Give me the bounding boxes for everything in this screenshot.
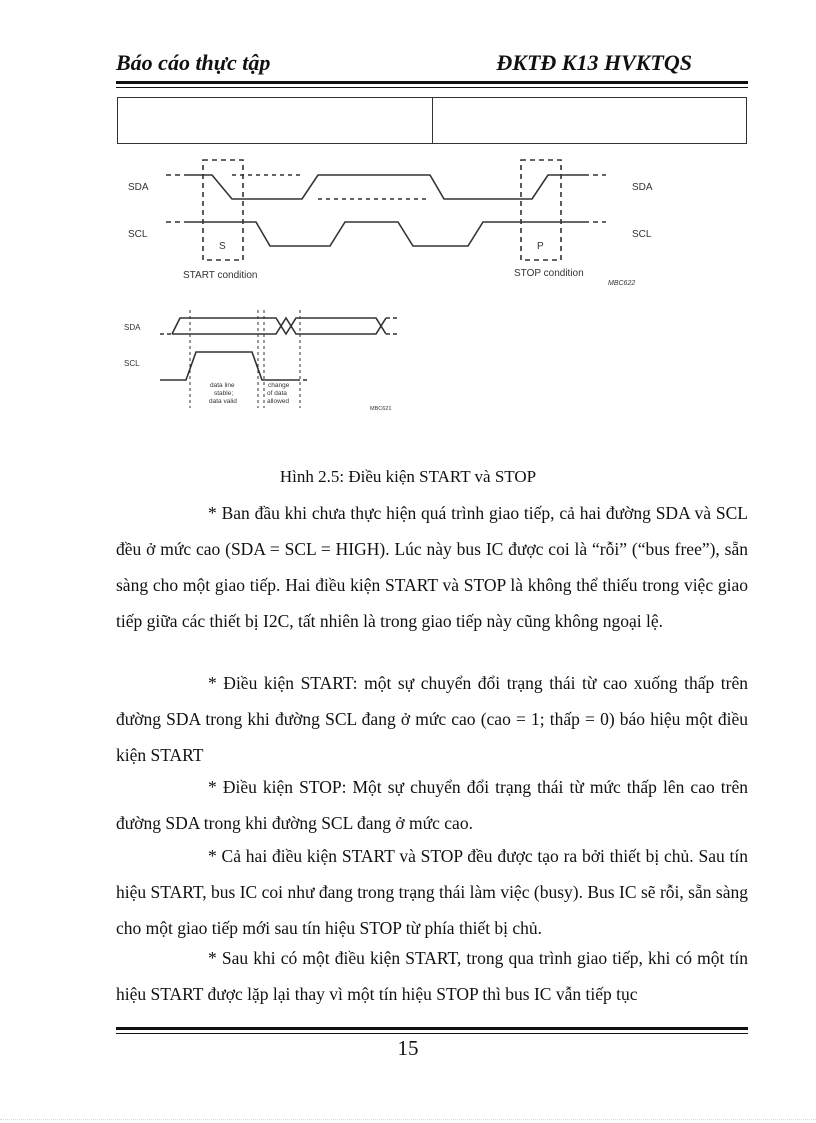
top-sda-label-right: SDA (632, 182, 653, 193)
stable-label-1: data line (210, 382, 235, 389)
bottom-scl-label: SCL (124, 359, 140, 368)
page-edge-dots (0, 1119, 816, 1121)
top-sda-label-left: SDA (128, 182, 149, 193)
paragraph-5 (116, 940, 748, 1012)
page-number: 15 (397, 1036, 419, 1060)
stable-label-2: stable; (214, 390, 234, 397)
footer-rule-thin (116, 1033, 748, 1034)
change-label-3: allowed (267, 398, 290, 405)
change-label-1: change (268, 382, 290, 389)
start-condition-label: START condition (183, 270, 258, 281)
paragraph-4 (116, 838, 748, 946)
paragraph-4-text: * Cả hai điều kiện START và STOP đều được tạo ra bởi thiết bị chủ. Sau tín hiệu START, bus IC coi như đang trong trạng thái làm việc (busy). Bus IC sẽ rỗi, sẵn sàng cho một giao tiếp mới sau tín hiệu STOP từ phía thiết bị chủ. (116, 846, 748, 938)
paragraph-5-text: * Sau khi có một điều kiện START, trong qua trình giao tiếp, khi có một tín hiệu START được lặp lại thay vì một tín hiệu STOP thì bus IC vẫn tiếp tục (116, 948, 748, 1004)
paragraph-2-text: * Điều kiện START: một sự chuyển đổi trạng thái từ cao xuống thấp trên đường SDA trong khi đường SCL đang ở mức cao (cao = 1; thấp = 0) báo hiệu một điều kiện START (116, 673, 748, 765)
bottom-figure-code: MBC621 (370, 406, 392, 412)
paragraph-1-text: * Ban đầu khi chưa thực hiện quá trình giao tiếp, cả hai đường SDA và SCL đều ở mức cao (SDA = SCL = HIGH). Lúc này bus IC được coi là “rỗi” (“bus free”), sẵn sàng cho một giao tiếp. Hai điều kiện START và STOP là không thể thiếu trong việc giao tiếp giữa các thiết bị I2C, tất nhiên là trong giao tiếp này cũng không ngoại lệ. (116, 503, 748, 631)
top-scl-label-right: SCL (632, 229, 652, 240)
footer-rule (116, 1027, 748, 1030)
change-label-2: of data (267, 390, 287, 397)
figure-caption: Hình 2.5: Điều kiện START và STOP (279, 467, 537, 486)
start-s-label: S (219, 241, 226, 252)
paragraph-3 (116, 769, 748, 841)
header-right: ĐKTĐ K13 HVKTQS (496, 50, 692, 75)
stop-condition-label: STOP condition (514, 268, 584, 279)
timing-diagram (0, 0, 816, 460)
paragraph-3-text: * Điều kiện STOP: Một sự chuyển đổi trạng thái từ mức thấp lên cao trên đường SDA trong khi đường SCL đang ở mức cao. (116, 777, 748, 833)
stable-label-3: data valid (209, 398, 237, 405)
paragraph-1 (116, 495, 748, 639)
stop-p-label: P (537, 241, 544, 252)
bottom-sda-label: SDA (124, 323, 141, 332)
top-figure-code: MBC622 (608, 280, 636, 287)
header-left: Báo cáo thực tập (116, 50, 271, 75)
top-scl-label-left: SCL (128, 229, 148, 240)
paragraph-2 (116, 665, 748, 773)
